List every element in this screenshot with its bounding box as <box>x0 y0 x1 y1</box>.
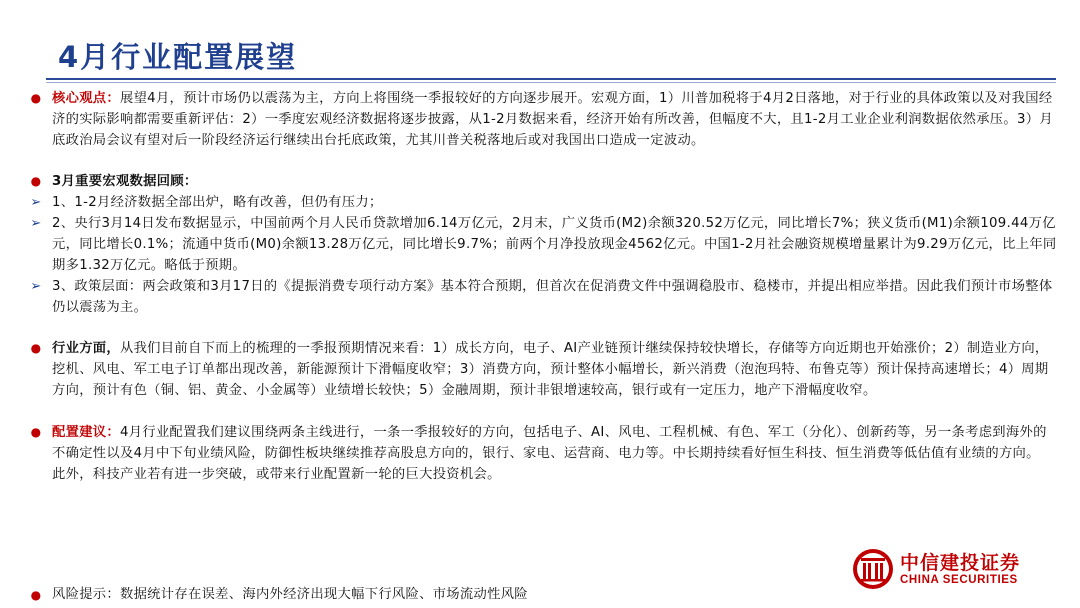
content-body <box>22 88 1062 485</box>
core-view-text: 展望4月，预计市场仍以震荡为主，方向上将围绕一季报较好的方向逐步展开。宏观方面，1）川普加税将于4月2日落地，对于行业的具体政策以及对我国经济的实际影响都需要重新评估：2）一季度宏观经济数据将逐步披露，从1-2月数据来看，经济开始有所改善，但幅度不大，且1-2月工业企业利润数据依然承压。3）月底政治局会议有望对后一阶段经济运行继续出台托底政策，尤其川普关税落地后或对我国出口造成一定波动。 <box>52 91 1053 148</box>
page-title: 4月行业配置展望 <box>58 40 298 74</box>
citic-logo-icon <box>852 548 894 590</box>
risk-text: 风险提示：数据统计存在误差、海内外经济出现大幅下行风险、市场流动性风险 <box>52 587 528 602</box>
red-dot-bullet-icon: ● <box>30 341 42 355</box>
allocation-paragraph <box>22 422 1052 485</box>
industry-text: 从我们目前自下而上的梳理的一季报预期情况来看：1）成长方向，电子、AI产业链预计继续保持较快增长，存储等方向近期也开始涨价；2）制造业方向，挖机、风电、军工电子订单都出现改善，新能源预计下滑幅度收窄；3）消费方向，预计整体小幅增长，新兴消费（泡泡玛特、布鲁克等）预计保持高速增长；4）周期方向，预计有色（铜、铝、黄金、小金属等）业绩增长较快；5）金融周期，预计非银增速较高，银行或有一定压力，地产下滑幅度收窄。 <box>52 341 1049 398</box>
company-name-en: CHINA SECURITIES <box>900 574 1018 586</box>
allocation-text: 4月行业配置我们建议围绕两条主线进行，一条一季报较好的方向，包括电子、AI、风电、工程机械、有色、军工（分化）、创新药等，另一条考虑到海外的不确定性以及4月中下旬业绩风险，防御性板块继续推荐高股息方向的，银行、家电、运营商、电力等。中长期持续看好恒生科技、恒生消费等低估值有业绩的方向。此外，科技产业若有进一步突破，或带来行业配置新一轮的巨大投资机会。 <box>52 425 1047 482</box>
company-logo <box>852 546 1042 596</box>
allocation-label: 配置建议： <box>52 425 120 440</box>
title-divider <box>46 78 1056 80</box>
industry-paragraph <box>22 338 1062 401</box>
risk-disclaimer <box>22 585 822 605</box>
macro-review-item: ➢ 1、1-2月经济数据全部出炉，略有改善，但仍有压力； <box>22 192 1062 213</box>
red-dot-bullet-icon: ● <box>30 174 42 188</box>
macro-review-label: 3月重要宏观数据回顾： <box>52 174 198 189</box>
arrow-bullet-icon: ➢ <box>30 195 42 210</box>
industry-label: 行业方面， <box>52 341 120 356</box>
core-view-paragraph <box>22 88 1062 151</box>
arrow-bullet-icon: ➢ <box>30 279 42 294</box>
macro-review-item: ➢ 3、政策层面：两会政策和3月17日的《提振消费专项行动方案》基本符合预期，但首次在促消费文件中强调稳股市、稳楼市，并提出相应举措。因此我们预计市场整体仍以震荡为主。 <box>22 276 1062 318</box>
company-name-cn: 中信建投证券 <box>900 552 1021 574</box>
red-dot-bullet-icon: ● <box>30 91 42 105</box>
core-view-label: 核心观点： <box>52 91 120 106</box>
macro-review-item: ➢ 2、央行3月14日发布数据显示，中国前两个月人民币贷款增加6.14万亿元，2月末，广义货币(M2)余额320.52万亿元，同比增长7%；狭义货币(M1)余额109.44万亿元，同比增长0.1%；流通中货币(M0)余额13.28万亿元，同比增长9.7%；前两个月净投放现金4562亿元。中国1-2月社会融资规模增量累计为9.29万亿元，比上年同期多1.32万亿元。略低于预期。 <box>22 213 1062 276</box>
title-divider-thin <box>46 82 1056 83</box>
macro-review-heading <box>22 171 1062 192</box>
arrow-bullet-icon: ➢ <box>30 216 42 231</box>
red-dot-bullet-icon: ● <box>30 425 42 439</box>
red-dot-bullet-icon: ● <box>30 588 42 602</box>
